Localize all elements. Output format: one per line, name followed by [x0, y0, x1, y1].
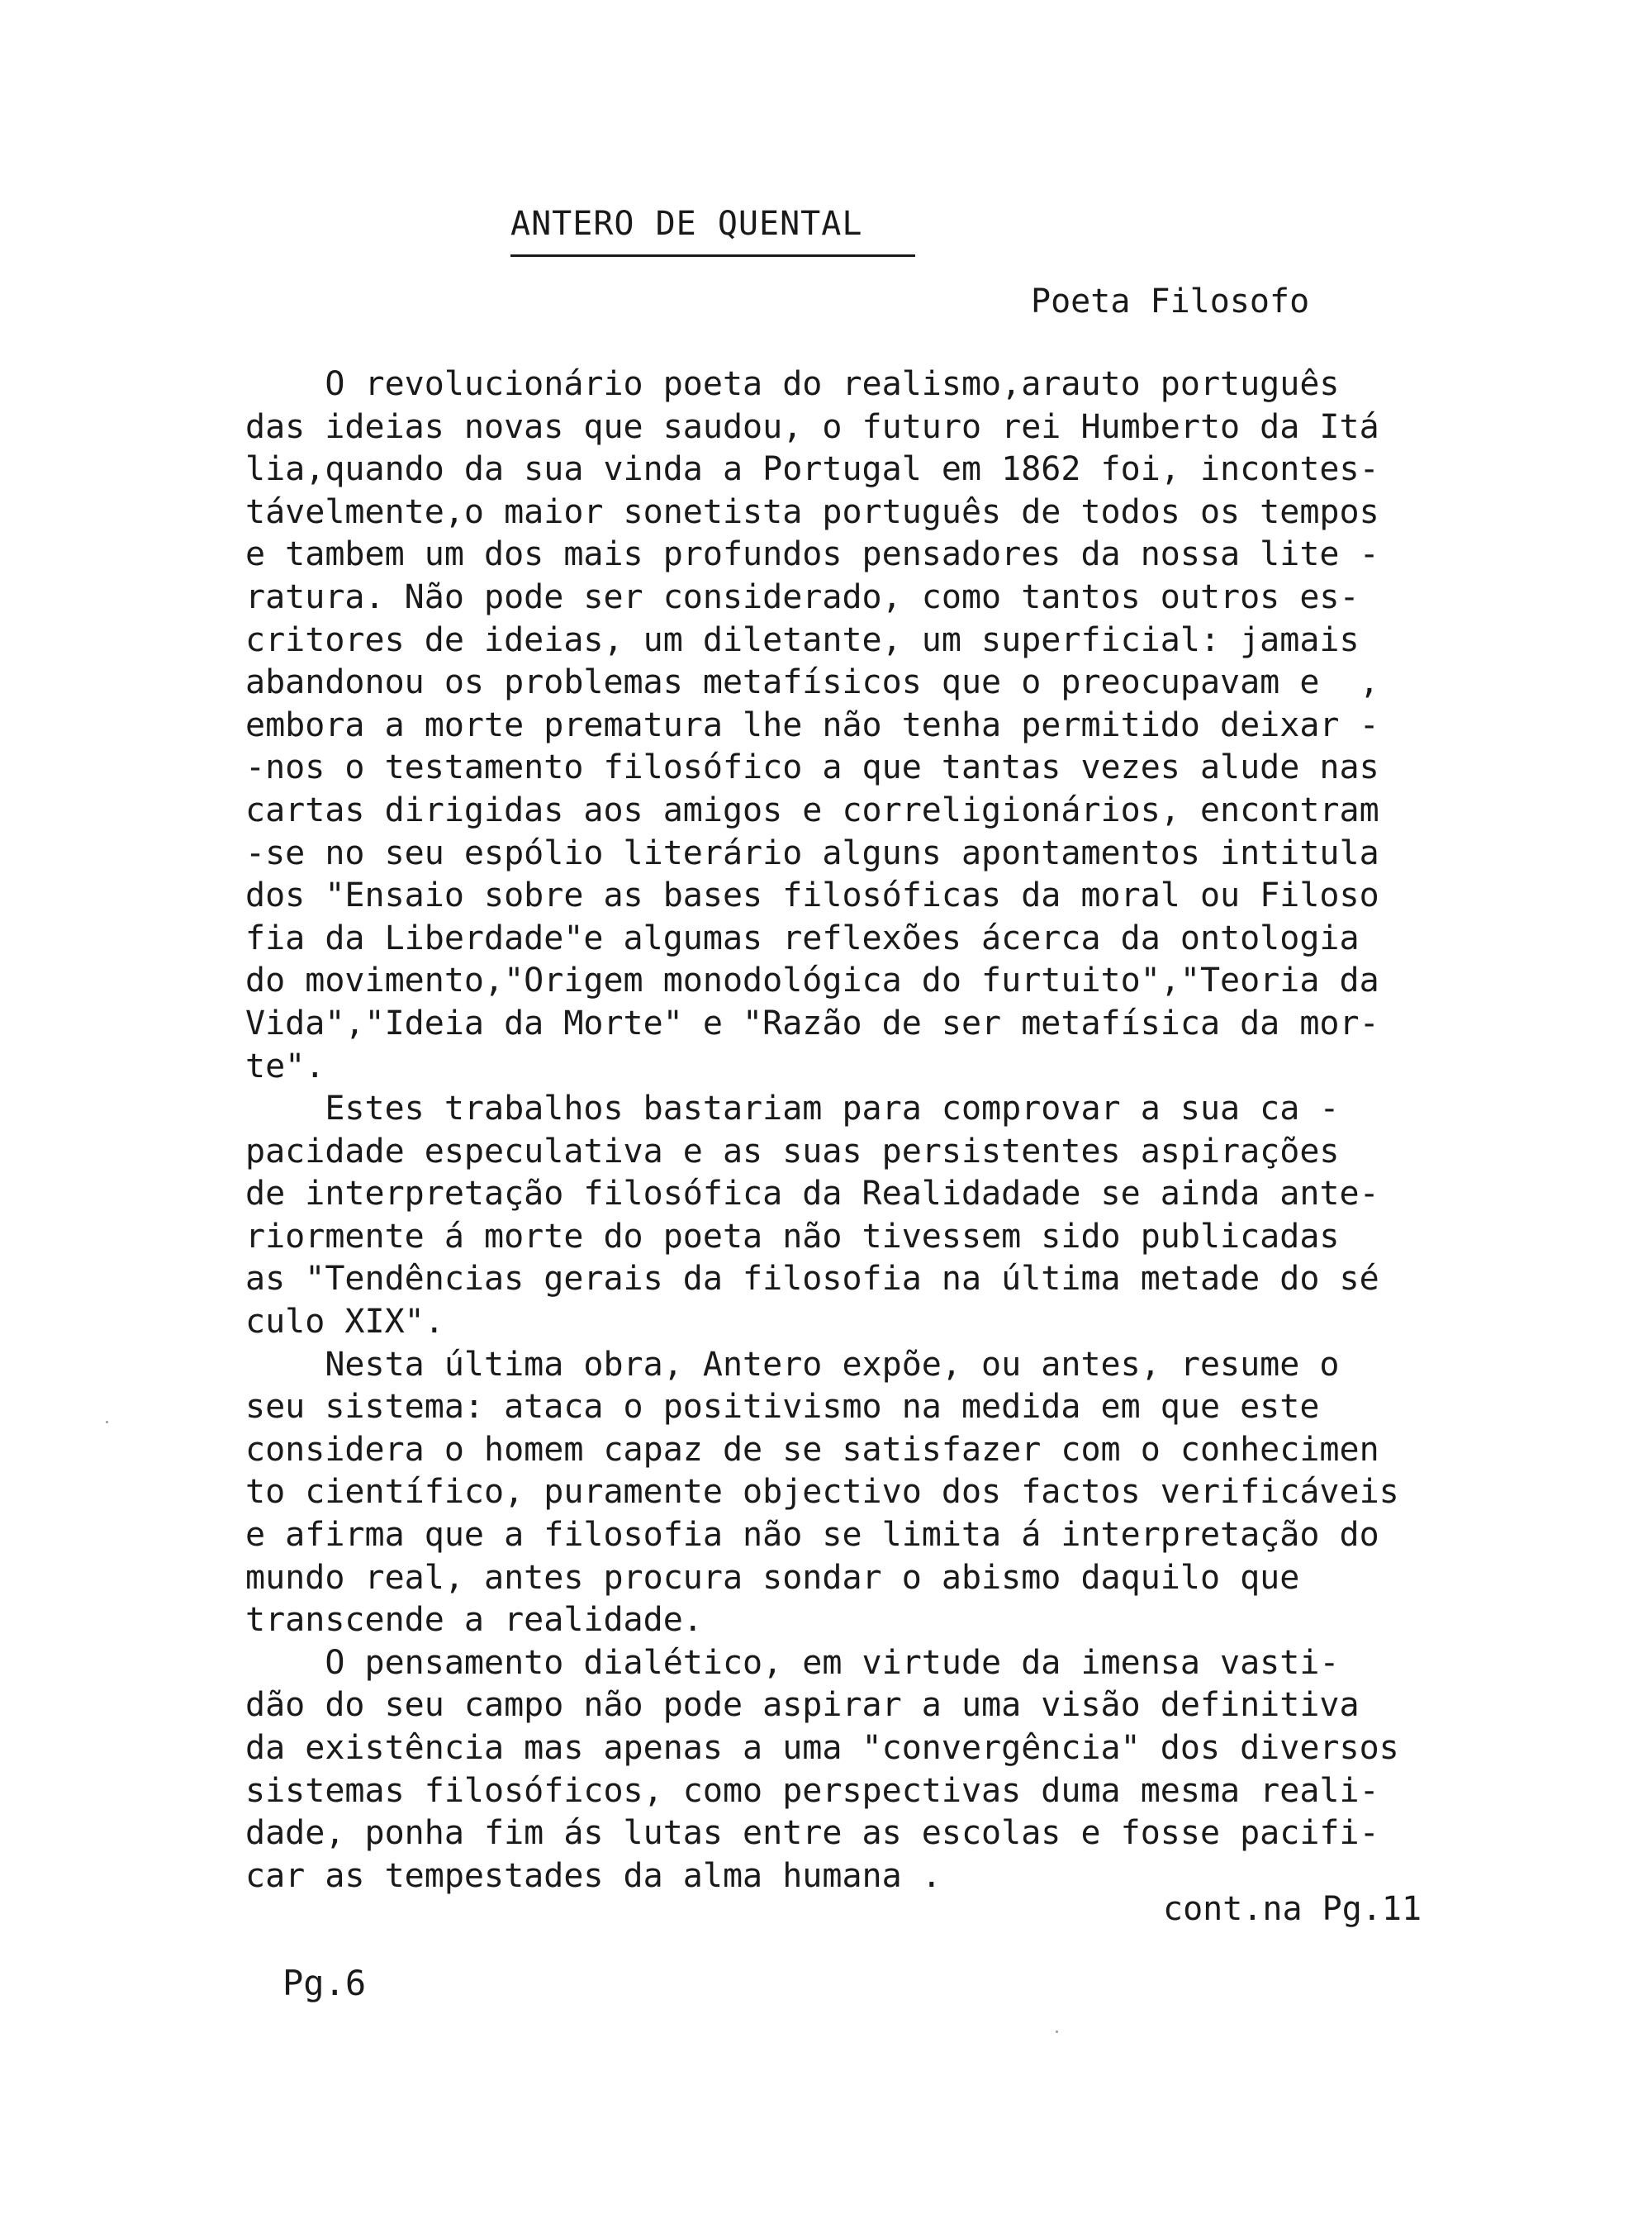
- body-line: dos "Ensaio sobre as bases filosóficas da moral ou Filoso: [245, 876, 1379, 915]
- body-line: riormente á morte do poeta não tivessem sido publicadas: [245, 1217, 1340, 1256]
- body-line: do movimento,"Origem monodológica do furtuito","Teoria da: [245, 962, 1379, 1000]
- body-line: cartas dirigidas aos amigos e correligionários, encontram: [245, 791, 1379, 829]
- body-line: fia da Liberdade"e algumas reflexões ácerca da ontologia: [245, 919, 1360, 957]
- article-title: ANTERO DE QUENTAL: [510, 205, 863, 243]
- body-line: O revolucionário poeta do realismo,arauto português: [245, 365, 1340, 403]
- body-line: távelmente,o maior sonetista português de todos os tempos: [245, 492, 1379, 531]
- body-line: to científico, puramente objectivo dos factos verificáveis: [245, 1473, 1399, 1512]
- body-line: Vida","Ideia da Morte" e "Razão de ser metafísica da mor-: [245, 1004, 1379, 1043]
- article-body: [245, 363, 1435, 1897]
- body-line: culo XIX".: [245, 1303, 444, 1342]
- body-line: Nesta última obra, Antero expõe, ou antes, resume o: [245, 1345, 1340, 1384]
- article-subtitle: Poeta Filosofo: [1031, 283, 1310, 321]
- body-line: da existência mas apenas a uma "convergência" dos diversos: [245, 1729, 1399, 1767]
- body-line: sistemas filosóficos, como perspectivas duma mesma reali-: [245, 1771, 1379, 1810]
- body-line: mundo real, antes procura sondar o abismo daquilo que: [245, 1558, 1300, 1597]
- body-line: seu sistema: ataca o positivismo na medida em que este: [245, 1388, 1320, 1427]
- body-line: -se no seu espólio literário alguns apontamentos intitula: [245, 834, 1379, 872]
- body-line: as "Tendências gerais da filosofia na última metade do sé: [245, 1260, 1379, 1299]
- body-line: das ideias novas que saudou, o futuro rei Humberto da Itá: [245, 407, 1379, 446]
- continued-note: cont.na Pg.11: [1163, 1890, 1422, 1928]
- body-line: considera o homem capaz de se satisfazer com o conhecimen: [245, 1430, 1379, 1469]
- body-line: te".: [245, 1047, 325, 1085]
- paper-speck: [1056, 2030, 1058, 2033]
- page-number: Pg.6: [282, 1963, 367, 2003]
- body-line: de interpretação filosófica da Realidadade se ainda ante-: [245, 1175, 1379, 1213]
- body-line: ratura. Não pode ser considerado, como tantos outros es-: [245, 577, 1360, 616]
- body-line: critores de ideias, um diletante, um superficial: jamais: [245, 620, 1360, 659]
- body-line: lia,quando da sua vinda a Portugal em 1862 foi, incontes-: [245, 450, 1379, 489]
- body-line: pacidade especulativa e as suas persistentes aspirações: [245, 1132, 1340, 1171]
- body-line: embora a morte prematura lhe não tenha permitido deixar -: [245, 705, 1379, 744]
- body-line: O pensamento dialético, em virtude da imensa vasti-: [245, 1643, 1340, 1682]
- body-line: abandonou os problemas metafísicos que o preocupavam e ,: [245, 663, 1379, 702]
- body-line: dade, ponha fim ás lutas entre as escolas e fosse pacifi-: [245, 1814, 1379, 1853]
- body-line: car as tempestades da alma humana .: [245, 1856, 942, 1895]
- body-line: transcende a realidade.: [245, 1601, 703, 1640]
- body-line: e tambem um dos mais profundos pensadores da nossa lite -: [245, 535, 1379, 574]
- body-line: e afirma que a filosofia não se limita á interpretação do: [245, 1516, 1379, 1555]
- body-line: -nos o testamento filosófico a que tantas vezes alude nas: [245, 748, 1379, 787]
- body-line: dão do seu campo não pode aspirar a uma visão definitiva: [245, 1686, 1360, 1725]
- paper-speck: [106, 1421, 108, 1423]
- title-underline: [510, 254, 915, 257]
- body-line: Estes trabalhos bastariam para comprovar a sua ca -: [245, 1090, 1340, 1128]
